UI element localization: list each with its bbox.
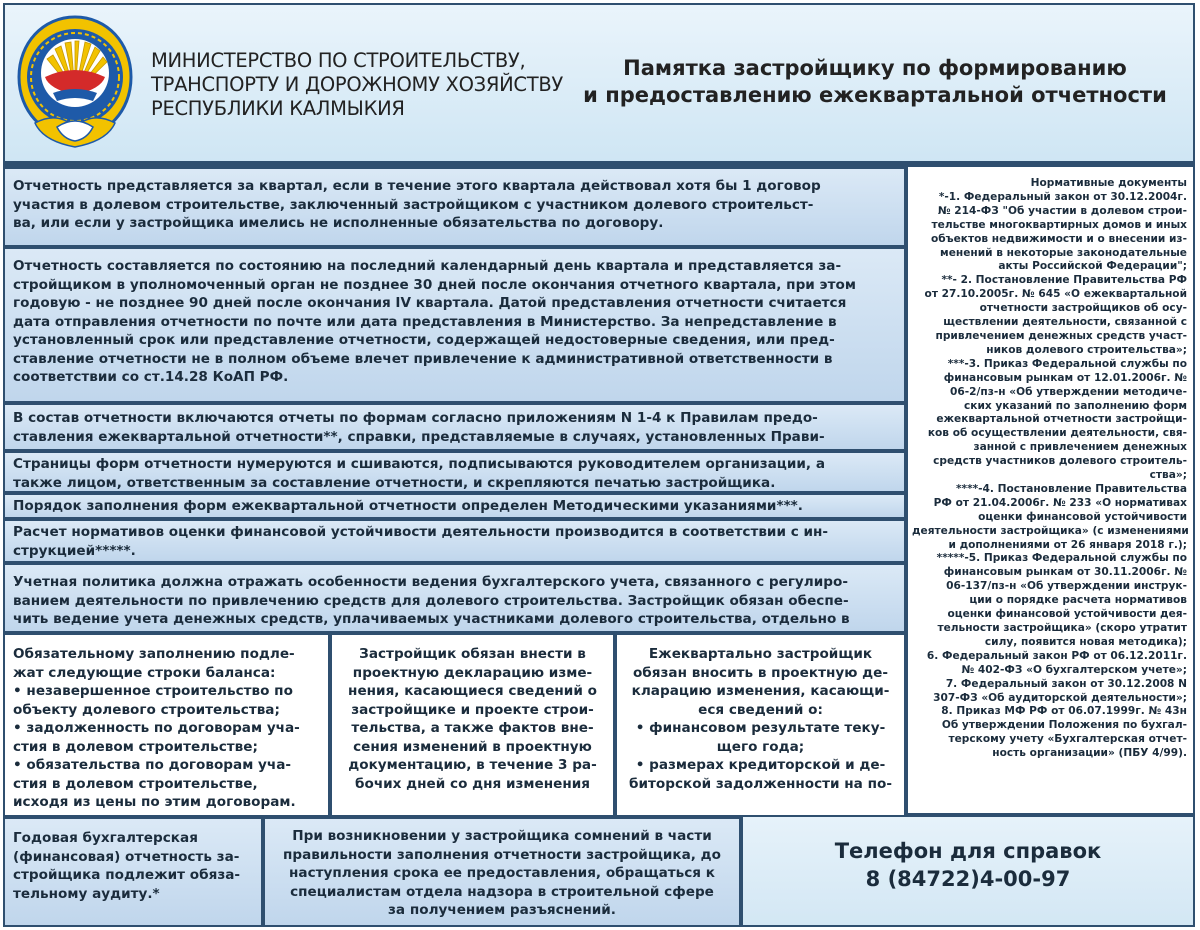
text-line: Страницы форм отчетности нумеруются и сшиваются, подписываются руководителем организации, а: [13, 456, 825, 472]
text-line: установленный срок или представление отчетности, содержащей недостоверные сведения, или пред-: [13, 332, 835, 348]
text-line: Годовая бухгалтерская: [13, 830, 198, 846]
sidebar-line: ****-4. Постановление Правительства: [956, 482, 1187, 495]
kalmykia-emblem-icon: [17, 15, 133, 151]
sidebar-line: **- 2. Постановление Правительства РФ: [941, 274, 1187, 287]
block-clarifications: [263, 817, 741, 927]
text-line: ставление отчетности не в полном объеме влечет привлечение к административной ответственности в: [13, 350, 833, 367]
sidebar-line: *-1. Федеральный закон от 30.12.2004г.: [938, 190, 1187, 203]
text-line: жат следующие строки баланса:: [13, 664, 276, 681]
sidebar-line: *****-5. Приказ Федеральной службы по: [936, 552, 1187, 565]
sidebar-line: деятельности застройщика» (с изменениями: [912, 524, 1189, 537]
sidebar-line: от 27.10.2005г. № 645 «О ежеквартальной: [924, 288, 1187, 301]
text-line: также лицом, ответственным за составление отчетности, и скрепляются печатью застройщика.: [13, 474, 776, 491]
text-line: нения, касающиеся сведений о: [348, 683, 597, 699]
sidebar-line: ников долевого строительства»;: [986, 343, 1187, 356]
block-balance-lines: [3, 633, 330, 817]
sidebar-line: ***-3. Приказ Федеральной службы по: [947, 357, 1187, 370]
text-line: • обязательства по договорам уча-: [13, 757, 292, 773]
text-line: соответствии со ст.14.28 КоАП РФ.: [13, 369, 289, 385]
sidebar-line: средств участников долевого строитель-: [933, 455, 1187, 468]
text-line: стройщика подлежит обяза-: [13, 867, 241, 883]
sidebar-line: привлечением денежных средств участ-: [935, 329, 1187, 342]
text-line: ставления ежеквартальной отчетности**, справки, представляемые в случаях, установленных Прави-: [13, 428, 825, 445]
block-declaration-changes: [330, 633, 615, 817]
sidebar-line: 8. Приказ МФ РФ от 06.07.1999г. № 43н: [941, 705, 1187, 718]
block-filling-order: [3, 493, 906, 519]
text-line: наступления срока ее предоставления, обращаться к: [289, 865, 715, 881]
text-line: обязан вносить в проектную де-: [632, 664, 889, 681]
phone-number[interactable]: 8 (84722)4-00-97: [865, 867, 1071, 891]
text-line: чить ведение учета денежных средств, уплачиваемых участниками долевого строительства, отдельно в: [13, 611, 850, 627]
text-line: тельства, а также фактов вне-: [351, 720, 594, 736]
text-line: • задолженность по договорам уча-: [13, 720, 300, 736]
sidebar-line: оценки финансовой устойчивости дея-: [947, 608, 1187, 621]
sidebar-line: 06-137/пз-н «Об утверждении инструк-: [946, 580, 1187, 593]
text-line: исходя из цены по этим договорам.: [13, 794, 296, 810]
text-line: Учетная политика должна отражать особенности ведения бухгалтерского учета, связанного с регулиро-: [13, 574, 848, 590]
text-line: застройщике и проекте строи-: [351, 701, 594, 718]
text-line: правильности заполнения отчетности застройщика, до: [283, 846, 721, 863]
sidebar-line: финансовым рынкам от 12.01.2006г. №: [943, 371, 1187, 384]
block-quarterly-changes: [615, 633, 906, 817]
text-line: • размерах кредиторской и де-: [635, 757, 886, 773]
sidebar-line: финансовым рынкам от 30.11.2006г. №: [943, 566, 1187, 579]
ministry-name: [151, 49, 571, 121]
text-line: В состав отчетности включаются отчеты по формам согласно приложениям N 1-4 к Правилам предо-: [13, 410, 818, 426]
text-line: щего года;: [716, 738, 805, 755]
phone-label: Телефон для справок: [834, 839, 1102, 863]
sidebar-line: ских указаний по заполнению форм: [963, 399, 1187, 412]
text-line: еся сведений о:: [698, 701, 823, 718]
text-line: струкцией*****.: [13, 542, 136, 559]
text-line: проектную декларацию изме-: [352, 664, 593, 681]
text-line: тельному аудиту.*: [13, 885, 160, 902]
sidebar-line: ства»;: [1149, 469, 1187, 482]
sidebar-line: ществлении деятельности, связанной с: [943, 316, 1187, 329]
block-financial-ratios: [3, 519, 906, 563]
sidebar-line: 06-2/пз-н «Об утверждении методиче-: [950, 385, 1187, 398]
text-line: • незавершенное строительство по: [13, 683, 293, 699]
title-line: Памятка застройщику по формированию: [623, 56, 1127, 80]
sidebar-line: ность организации» (ПБУ 4/99).: [992, 747, 1187, 760]
sidebar-line: 7. Федеральный закон от 30.12.2008 N: [945, 677, 1187, 690]
text-line: стия в долевом строительстве,: [13, 775, 258, 792]
text-line: стройщиком в уполномоченный орган не позднее 30 дней после окончания отчетного квартала, при этом: [13, 276, 856, 293]
text-line: специалистам отдела надзора в строительной сфере: [290, 883, 714, 900]
text-line: бочих дней со дня изменения: [354, 775, 590, 792]
ministry-line: ТРАНСПОРТУ И ДОРОЖНОМУ ХОЗЯЙСТВУ: [151, 73, 563, 96]
sidebar-line: ков об осуществлении деятельности, свя-: [927, 427, 1187, 440]
header: [3, 3, 1195, 163]
block-accounting-policy: [3, 563, 906, 633]
sidebar-line: оценки финансовой устойчивости: [978, 510, 1187, 523]
text-line: участия в долевом строительстве, заключенный застройщиком с участником долевого строительст-: [13, 196, 814, 213]
text-line: (финансовая) отчетность за-: [13, 848, 240, 865]
sidebar-line: Об утверждении Положения по бухгал-: [941, 719, 1187, 732]
text-line: Отчетность представляется за квартал, если в течение этого квартала действовал хотя бы 1 договор: [13, 178, 821, 194]
text-line: Отчетность составляется по состоянию на последний календарный день квартала и представляется за-: [13, 258, 842, 274]
sidebar-line: РФ от 21.04.2006г. № 233 «О нормативах: [933, 496, 1187, 509]
page-title: [565, 55, 1185, 109]
sidebar-line: объектов недвижимости и о внесении из-: [930, 232, 1187, 245]
text-line: биторской задолженности на по-: [629, 775, 892, 792]
text-line: Порядок заполнения форм ежеквартальной отчетности определен Методическими указаниями***.: [13, 498, 803, 514]
text-line: Ежеквартально застройщик: [648, 646, 873, 662]
text-line: документацию, в течение 3 ра-: [348, 757, 597, 773]
text-line: за получением разъяснений.: [388, 902, 616, 918]
sidebar-line: силу, появится новая методика);: [984, 635, 1187, 648]
text-line: дата отправления отчетности по почте или дата представления в Министерство. За непредставление в: [13, 313, 837, 330]
text-line: Расчет нормативов оценки финансовой устойчивости деятельности производится в соответствии с ин-: [13, 524, 829, 540]
block-deadlines: [3, 247, 906, 403]
sidebar-line: № 214-ФЗ "Об участии в долевом строи-: [937, 204, 1187, 217]
text-line: ва, или если у застройщика имелись не исполненные обязательства по договору.: [13, 215, 664, 231]
text-line: • финансовом результате теку-: [635, 720, 886, 736]
block-page-numbering: [3, 451, 906, 493]
sidebar-line: ции о порядке расчета нормативов: [969, 594, 1187, 607]
sidebar-line: ежеквартальной отчетности застройщи-: [936, 413, 1187, 426]
sidebar-line: № 402-ФЗ «О бухгалтерском учете»;: [961, 663, 1187, 676]
ministry-line: МИНИСТЕРСТВО ПО СТРОИТЕЛЬСТВУ,: [151, 49, 526, 72]
text-line: сения изменений в проектную: [353, 738, 592, 755]
text-line: Обязательному заполнению подле-: [13, 646, 295, 662]
block-reporting-period: [3, 167, 906, 247]
block-report-composition: [3, 403, 906, 451]
title-line: и предоставлению ежеквартальной отчетности: [583, 83, 1167, 107]
sidebar-line: 6. Федеральный закон РФ от 06.12.2011г.: [926, 649, 1187, 662]
text-line: годовую - не позднее 90 дней после окончания IV квартала. Датой представления отчетности считается: [13, 295, 847, 311]
text-line: Застройщик обязан внести в: [359, 646, 586, 662]
block-phone: [741, 815, 1195, 927]
sidebar-line: отчетности застройщиков об осу-: [979, 302, 1187, 315]
text-line: При возникновении у застройщика сомнений в части: [292, 828, 712, 844]
sidebar-line: акты Российской Федерации";: [998, 260, 1187, 273]
sidebar-line: тельстве многоквартирных домов и иных: [931, 218, 1187, 231]
text-line: кларацию изменения, касающи-: [631, 683, 890, 699]
sidebar-line: занной с привлечением денежных: [973, 441, 1187, 454]
sidebar-line: менений в некоторые законодательные: [940, 246, 1187, 259]
sidebar-line: терскому учету «Бухгалтерская отчет-: [948, 733, 1187, 746]
text-line: стия в долевом строительстве;: [13, 738, 258, 755]
sidebar-line: 307-ФЗ «Об аудиторской деятельности»;: [933, 691, 1187, 704]
regulatory-documents-sidebar: [906, 167, 1195, 815]
sidebar-line: тельности застройщика» (скоро утратит: [937, 622, 1187, 634]
block-audit: [3, 817, 263, 927]
ministry-line: РЕСПУБЛИКИ КАЛМЫКИЯ: [151, 97, 405, 120]
sidebar-heading: Нормативные документы: [1030, 177, 1187, 189]
sidebar-line: и дополнениями от 26 января 2018 г.);: [948, 538, 1187, 551]
text-line: ванием деятельности по привлечению средств для долевого строительства. Застройщик обязан обеспе-: [13, 592, 849, 609]
text-line: объекту долевого строительства;: [13, 701, 280, 718]
